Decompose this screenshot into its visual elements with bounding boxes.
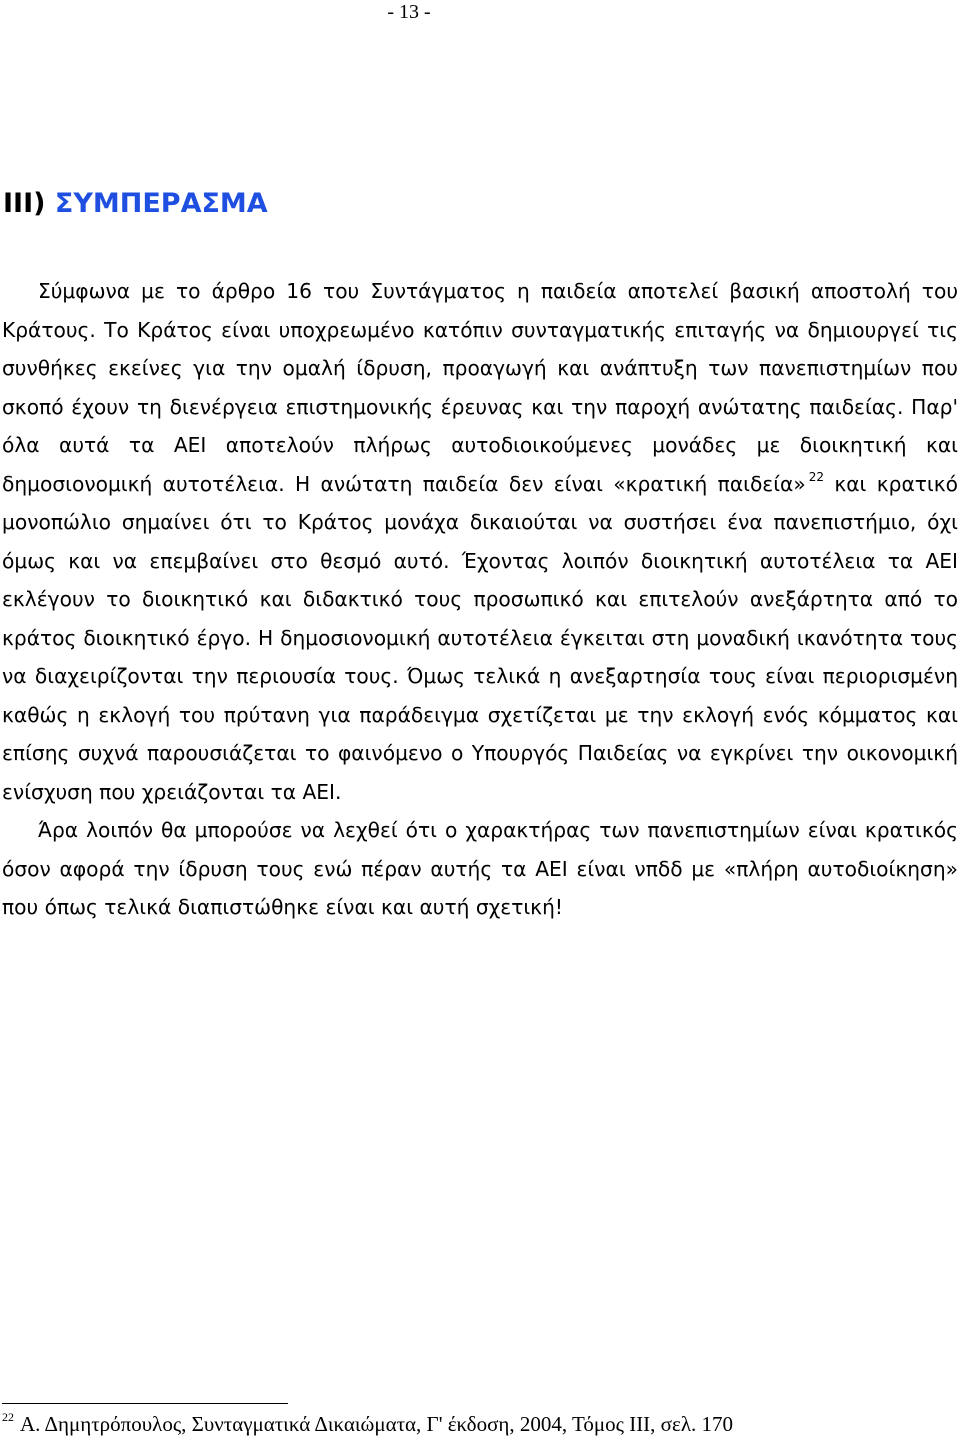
footnote-mark: 22 bbox=[2, 1410, 14, 1424]
body-text bbox=[2, 272, 958, 927]
footnote bbox=[2, 1410, 733, 1438]
footnote-reference: 22 bbox=[808, 469, 824, 484]
footnote-divider bbox=[2, 1403, 288, 1404]
section-heading bbox=[3, 184, 268, 224]
page-number: - 13 - bbox=[387, 1, 431, 23]
footnote-text: Α. Δημητρόπουλος, Συνταγματικά Δικαιώματα, Γ' έκδοση, 2004, Τόμος ΙΙΙ, σελ. 170 bbox=[20, 1412, 733, 1436]
paragraph-1-text: Σύμφωνα με το άρθρο 16 του Συντάγματος η παιδεία αποτελεί βασική αποστολή του Κράτους. Το Κράτος είναι υποχρεωμένο κατόπιν συνταγματικής επιταγής να δημιουργεί τις συνθήκες εκείνες για την ομαλή ίδρυση, προαγωγή και ανάπτυξη των πανεπιστημίων που σκοπό έχουν τη διενέργεια επιστημονικής έρευνας και την παροχή ανώτατης παιδείας. Παρ' όλα αυτά τα ΑΕΙ αποτελούν πλήρως αυτοδιοικούμενες μονάδες με διοικητική και δημοσιονομική αυτοτέλεια. Η ανώτατη παιδεία δεν είναι «κρατική παιδεία» bbox=[2, 279, 958, 496]
section-title: ΣΥΜΠΕΡΑΣΜΑ bbox=[54, 188, 268, 219]
paragraph-2: Άρα λοιπόν θα μπορούσε να λεχθεί ότι ο χαρακτήρας των πανεπιστημίων είναι κρατικός όσον αφορά την ίδρυση τους ενώ πέραν αυτής τα ΑΕΙ είναι νπδδ με «πλήρη αυτοδιοίκηση» που όπως τελικά διαπιστώθηκε είναι και αυτή σχετική! bbox=[2, 818, 958, 919]
paragraph-1-continuation: και κρατικό μονοπώλιο σημαίνει ότι το Κράτος μονάχα δικαιούται να συστήσει ένα πανεπιστήμιο, όχι όμως και να επεμβαίνει στο θεσμό αυτό. Έχοντας λοιπόν διοικητική αυτοτέλεια τα ΑΕΙ εκλέγουν το διοικητικό και διδακτικό τους προσωπικό και επιτελούν ανεξάρτητα από το κράτος διοικητικό έργο. Η δημοσιονομική αυτοτέλεια έγκειται στη μοναδική ικανότητα τους να διαχειρίζονται την περιουσία τους. Όμως τελικά η ανεξαρτησία τους είναι περιορισμένη καθώς η εκλογή του πρύτανη για παράδειγμα σχετίζεται με την εκλογή ενός κόμματος και επίσης συχνά παρουσιάζεται το φαινόμενο ο Υπουργός Παιδείας να εγκρίνει την οικονομική ενίσχυση που χρειάζονται τα ΑΕΙ. bbox=[2, 471, 959, 804]
paragraph-1 bbox=[2, 272, 958, 811]
section-numeral: III) bbox=[3, 188, 46, 219]
